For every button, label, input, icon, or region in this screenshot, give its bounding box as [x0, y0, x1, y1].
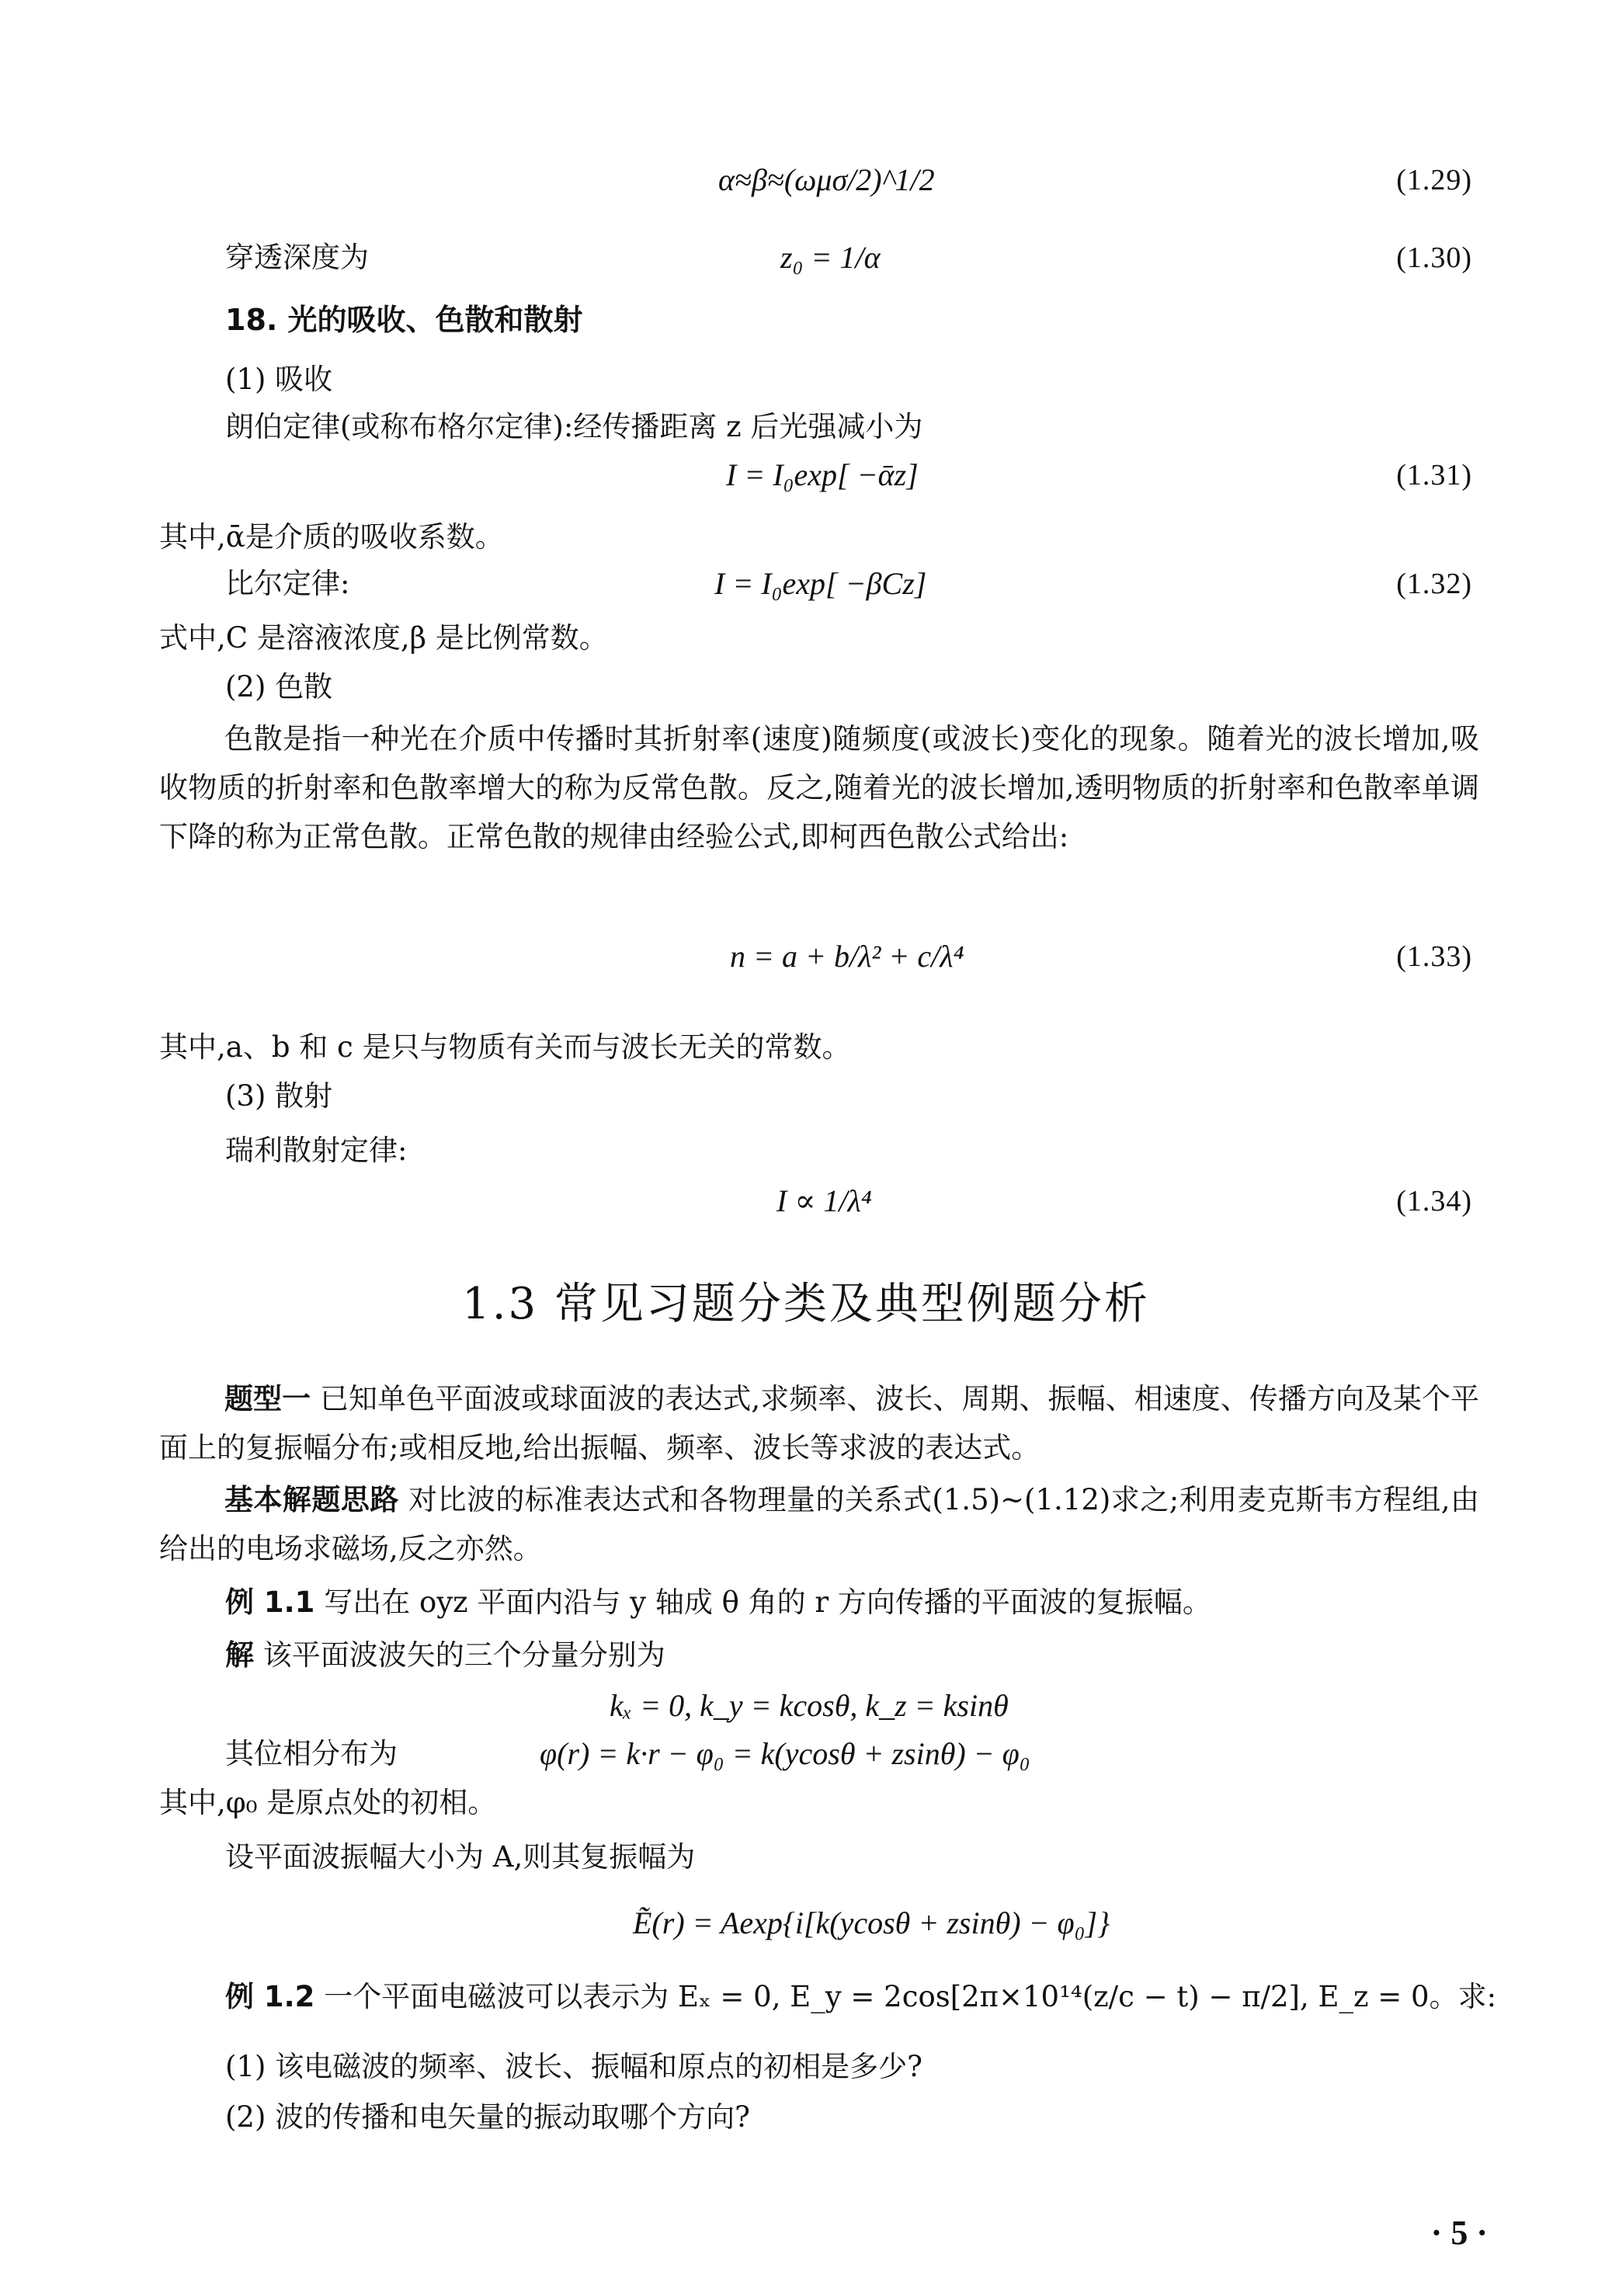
equation-1-33: n = a + b/λ² + c/λ⁴	[730, 939, 964, 974]
beer-law-label: 比尔定律:	[225, 567, 350, 600]
equation-1-29: α≈β≈(ωμσ/2)^1/2	[718, 162, 935, 197]
equation-1-34: I ∝ 1/λ⁴	[776, 1183, 872, 1218]
solution-approach-label: 基本解题思路	[224, 1483, 399, 1516]
penetration-depth-label: 穿透深度为	[225, 241, 369, 274]
equation-number: (1.31)	[1396, 459, 1472, 492]
equation-number: (1.33)	[1396, 940, 1472, 973]
example-label: 例 1.1	[225, 1586, 315, 1619]
equation-number: (1.34)	[1396, 1185, 1472, 1217]
problem-type-text: 已知单色平面波或球面波的表达式,求频率、波长、周期、振幅、相速度、传播方向及某个平面上的复振幅分布;或相反地,给出振幅、频率、波长等求波的表达式。	[159, 1382, 1480, 1464]
equation-number: (1.29)	[1396, 164, 1472, 196]
dispersion-paragraph: 色散是指一种光在介质中传播时其折射率(速度)随频度(或波长)变化的现象。随着光的波长增加,吸收物质的折射率和色散率增大的称为反常色散。反之,随着光的波长增加,透明物质的折射率和色散率单调下降的称为正常色散。正常色散的规律由经验公式,即柯西色散公式给出:	[159, 722, 1479, 853]
equation-1-30: z₀ = 1/α	[780, 240, 881, 275]
section-title: 1.3 常见习题分类及典型例题分析	[462, 1279, 1150, 1329]
problem-type-one	[159, 1374, 1479, 1472]
example-text: 一个平面电磁波可以表示为 Eₓ = 0, E_y = 2cos[2π×10¹⁴(z/c − t) − π/2], E_z = 0。求:	[324, 1980, 1497, 2013]
problem-type-label: 题型一	[224, 1382, 311, 1415]
phase-equation: φ(r) = k·r − φ₀ = k(ycosθ + zsinθ) − φ₀	[540, 1736, 1030, 1771]
solution-text: 该平面波波矢的三个分量分别为	[262, 1638, 665, 1672]
equation-1-31: I = I₀exp[ −ᾱz]	[726, 457, 919, 492]
page-number: · 5 ·	[1430, 2214, 1488, 2252]
example-text: 写出在 oyz 平面内沿与 y 轴成 θ 角的 r 方向传播的平面波的复振幅。	[324, 1586, 1211, 1619]
solution-approach	[159, 1475, 1479, 1573]
example-label: 例 1.2	[225, 1980, 315, 2013]
equation-number: (1.30)	[1396, 241, 1472, 274]
phase-label: 其位相分布为	[225, 1737, 398, 1770]
equation-number: (1.32)	[1396, 568, 1472, 600]
textbook-page: α≈β≈(ωμσ/2)^1/2 (1.29) 穿透深度为 z₀ = 1/α (1.30) 18. 光的吸收、色散和散射 (1) 吸收 朗伯定律(或称布格尔定律):经传播距离 z 后光强减小为 I = I₀exp[ −ᾱz] (1.31) 其中,ᾱ是介质的吸收系数。 比尔定律: I = I₀exp[ −βCz] (1.32) 式中,C 是溶液浓度,β 是比例常数。 (2) 色散 色散是指一种光在介质中传播时其折射率(速度)随频度(或波长)变化的现象。随着光的波长增加,吸收物质的折射率和色散率增大的称为反常色散。反之,随着光的波长增加,透明物质的折射率和色散率单调下降的称为正常色散。正常色散的规律由经验公式,即柯西色散公式给出: n = a + b/λ² + c/λ⁴ (1.33) 其中,a、b 和 c 是只与物质有关而与波长无关的常数。 (3) 散射 瑞利散射定律: I ∝ 1/λ⁴ (1.34) 1.3 常见习题分类及典型例题分析 题型一 已知单色平面波或球面波的表达式,求频率、波长、周期、振幅、相速度、传播方向及某个平面上的复振幅分布;或相反地,给出振幅、频率、波长等求波的表达式。 基本解题思路 对比波的标准表达式和各物理量的关系式(1.5)~(1.12)求之;利用麦克斯韦方程组,由给出的电场求磁场,反之亦然。 例 1.1 写出在 oyz 平面内沿与 y 轴成 θ 角的 r 方向传播的平面波的复振幅。 解 该平面波波矢的三个分量分别为 kₓ = 0, k_y = kcosθ, k_z = ksinθ 其位相分布为 φ(r) = k·r − φ₀ = k(ycosθ + zsinθ) − φ₀ 其中,φ₀ 是原点处的初相。 设平面波振幅大小为 A,则其复振幅为 Ẽ(r) = Aexp{i[k(ycosθ + zsinθ) − φ₀]} 例 1.2 一个平面电磁波可以表示为 Eₓ = 0, E_y = 2cos[2π×10¹⁴(z/c − t) − π/2], E_z = 0。求: (1) 该电磁波的频率、波长、振幅和原点的初相是多少? (2) 波的传播和电矢量的振动取哪个方向? · 5 ·	[0, 0, 1612, 2296]
equation-1-32: I = I₀exp[ −βCz]	[714, 566, 927, 601]
solution-approach-text: 对比波的标准表达式和各物理量的关系式(1.5)~(1.12)求之;利用麦克斯韦方程组,由给出的电场求磁场,反之亦然。	[159, 1483, 1480, 1565]
solution-label: 解	[225, 1638, 254, 1672]
